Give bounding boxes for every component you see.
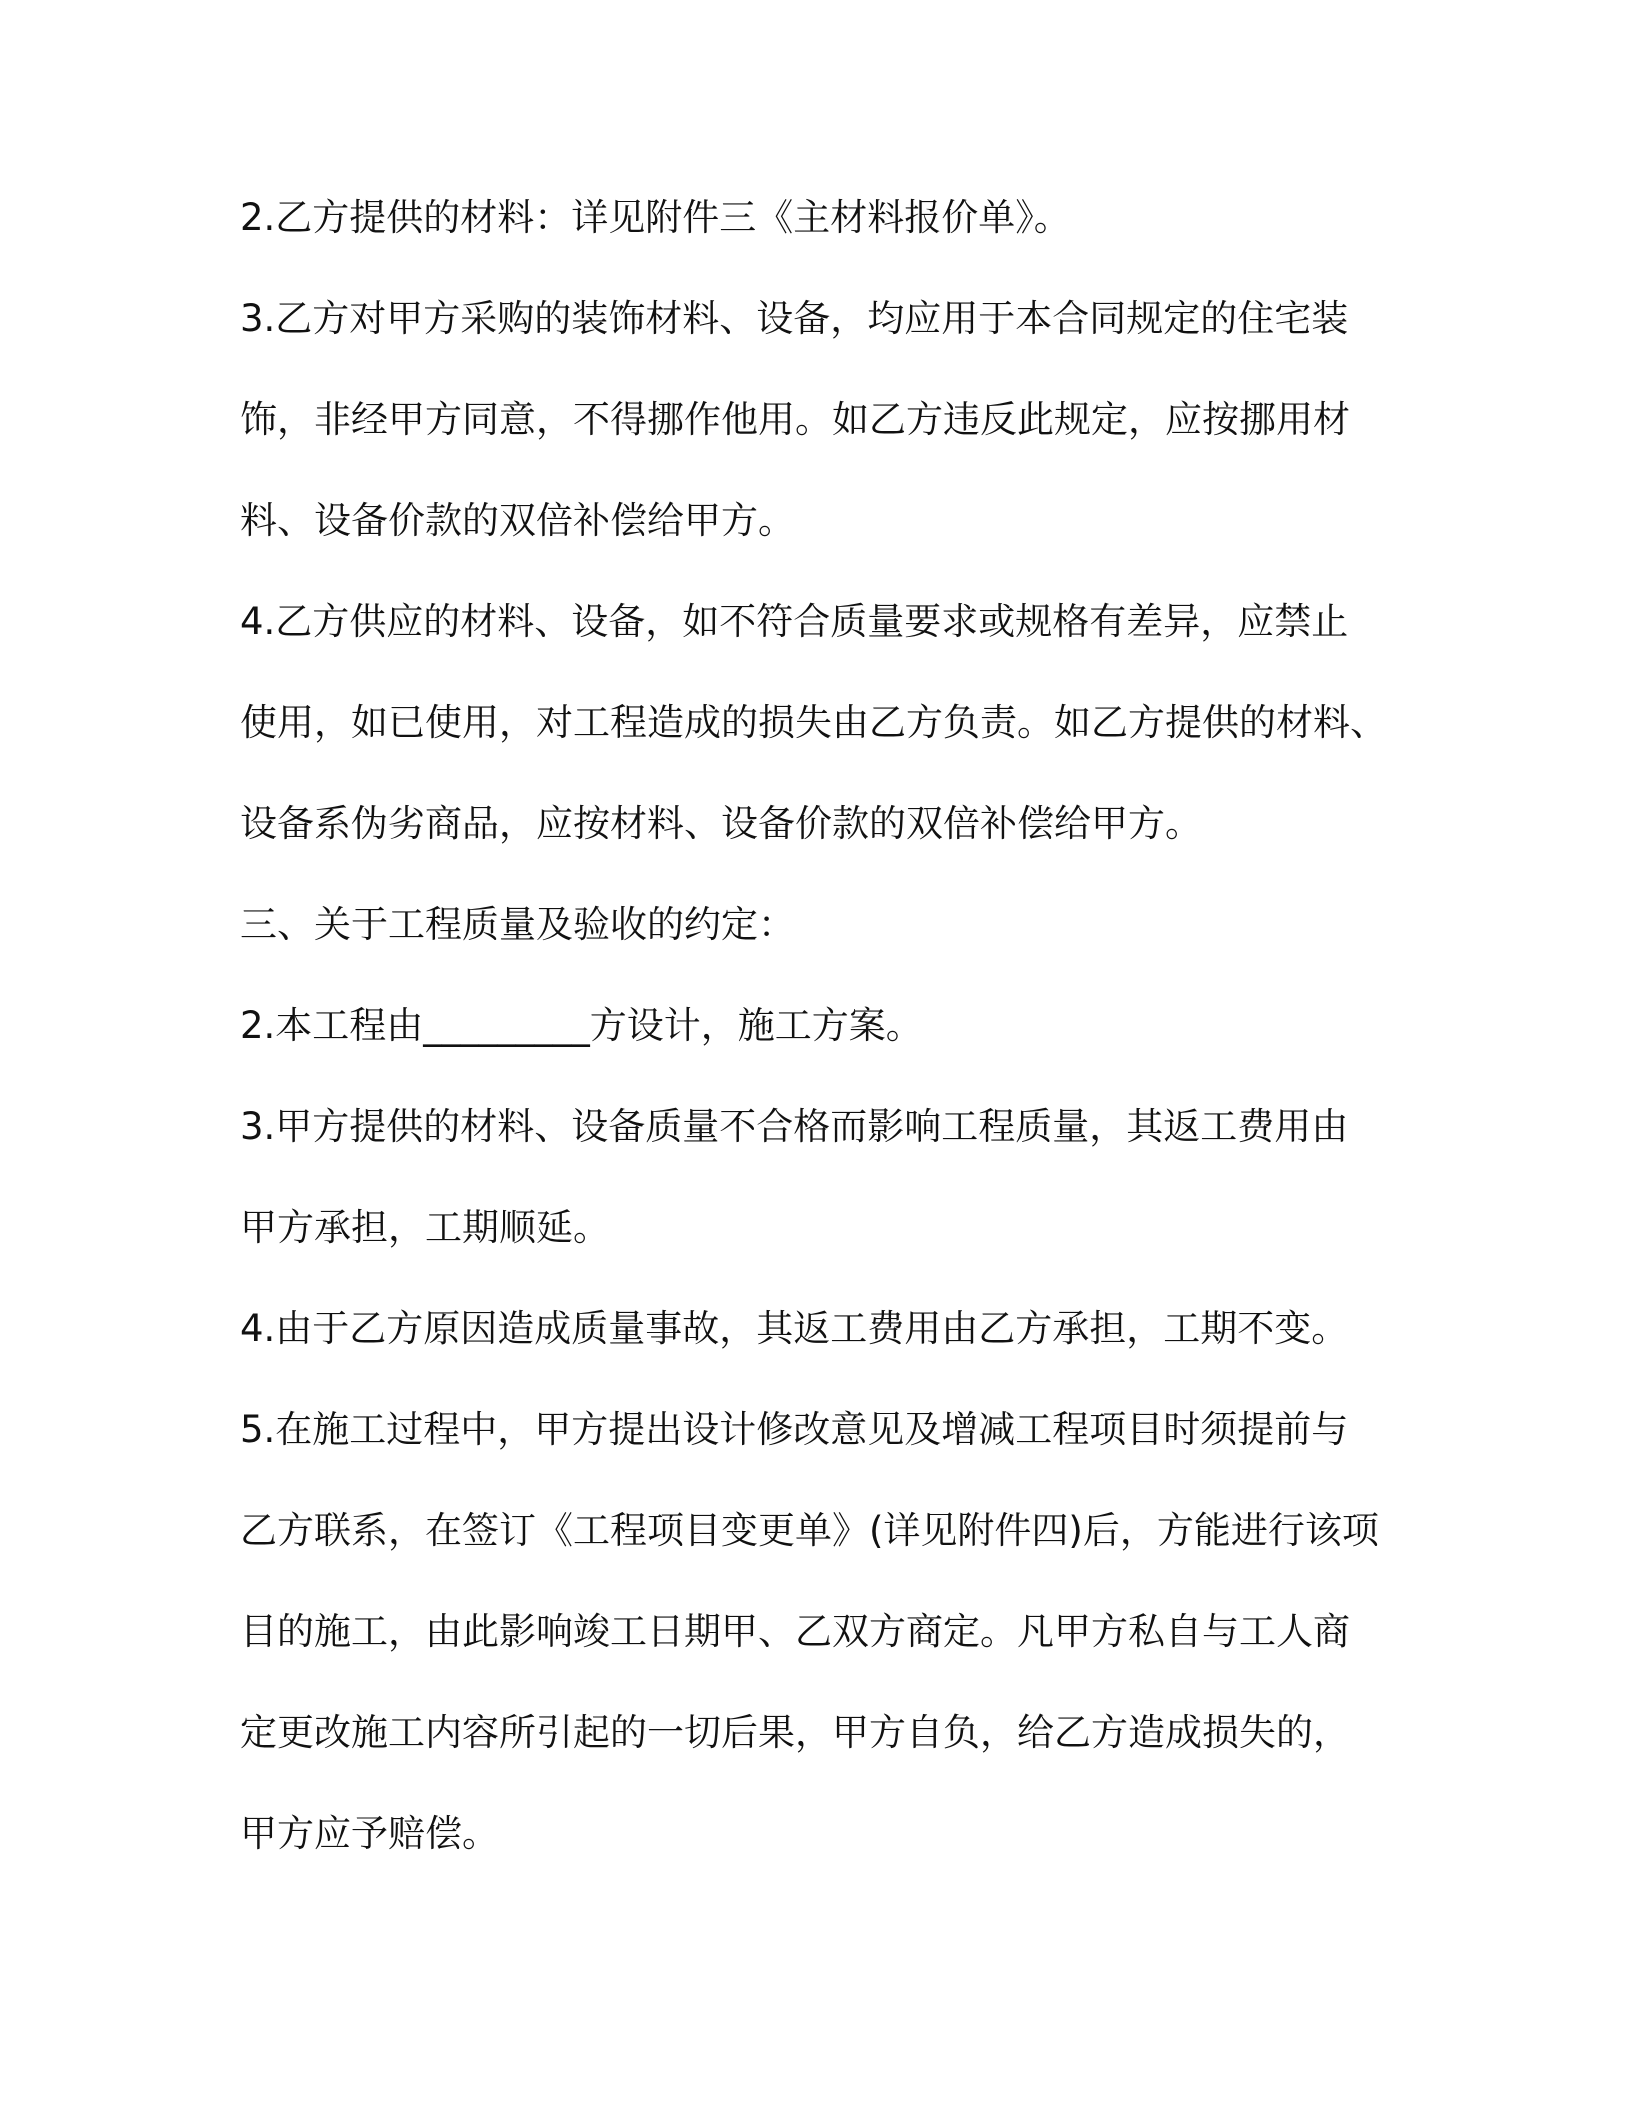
text-line: 4.乙方供应的材料、设备，如不符合质量要求或规格有差异，应禁止: [240, 600, 1349, 643]
text-line: 甲方承担，工期顺延。: [240, 1206, 610, 1249]
text-line: 设备系伪劣商品，应按材料、设备价款的双倍补偿给甲方。: [240, 802, 1202, 845]
text-line: 使用，如已使用，对工程造成的损失由乙方负责。如乙方提供的材料、: [240, 701, 1387, 744]
text-line: 乙方联系，在签订《工程项目变更单》(详见附件四)后，方能进行该项: [240, 1509, 1379, 1552]
text-line: 定更改施工内容所引起的一切后果，甲方自负，给乙方造成损失的，: [240, 1711, 1350, 1754]
text-line: 2.本工程由_________方设计，施工方案。: [240, 1004, 923, 1047]
text-line: 3.甲方提供的材料、设备质量不合格而影响工程质量，其返工费用由: [240, 1105, 1349, 1148]
section-heading: 三、关于工程质量及验收的约定：: [240, 903, 795, 946]
text-line: 饰，非经甲方同意，不得挪作他用。如乙方违反此规定，应按挪用材: [240, 398, 1350, 441]
text-line: 5.在施工过程中，甲方提出设计修改意见及增减工程项目时须提前与: [240, 1408, 1349, 1451]
document-body: [240, 180, 1392, 1897]
text-line: 目的施工，由此影响竣工日期甲、乙双方商定。凡甲方私自与工人商: [240, 1610, 1350, 1653]
text-line: 4.由于乙方原因造成质量事故，其返工费用由乙方承担，工期不变。: [240, 1307, 1349, 1350]
text-line: 2.乙方提供的材料：详见附件三《主材料报价单》。: [240, 196, 1071, 239]
text-line: 料、设备价款的双倍补偿给甲方。: [240, 499, 795, 542]
text-line: 3.乙方对甲方采购的装饰材料、设备，均应用于本合同规定的住宅装: [240, 297, 1349, 340]
text-line: 甲方应予赔偿。: [240, 1812, 499, 1855]
